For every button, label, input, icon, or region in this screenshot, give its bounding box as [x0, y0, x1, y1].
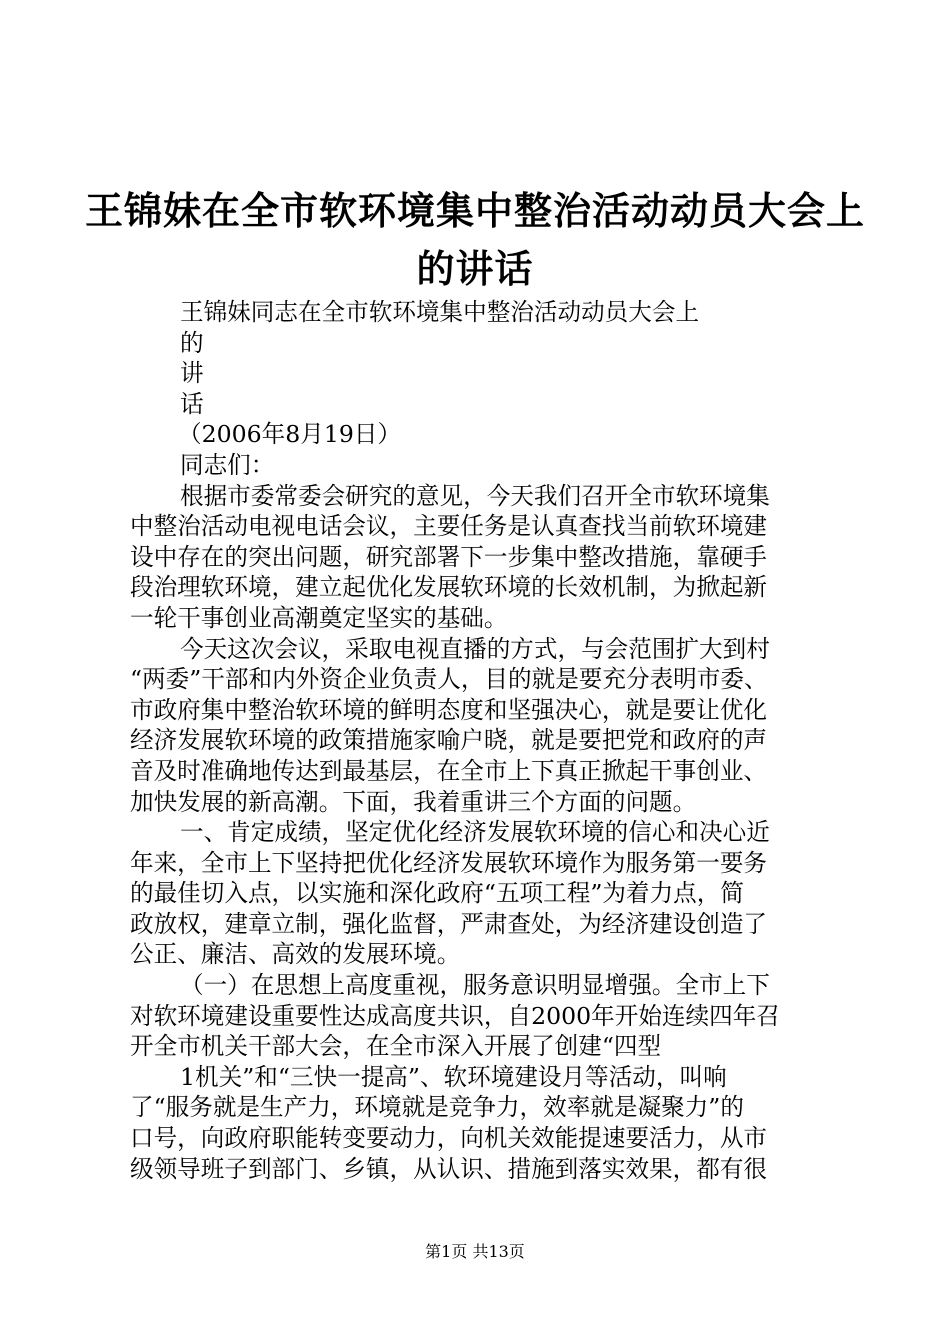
paragraph-line: 1机关”和“三快一提高”、软环境建设月等活动，叫响 [180, 1062, 727, 1091]
paragraph-line: 一、肯定成绩，坚定优化经济发展软环境的信心和决心近 [180, 818, 770, 847]
paragraph-line: 根据市委常委会研究的意见，今天我们召开全市软环境集 [180, 481, 770, 510]
subtitle-char: 话 [180, 389, 204, 418]
paragraph-line: “两委”干部和内外资企业负责人，目的就是要充分表明市委、 [130, 665, 768, 694]
paragraph-line: （一）在思想上高度重视，服务意识明显增强。全市上下 [180, 971, 770, 1000]
paragraph-line: 公正、廉洁、高效的发展环境。 [130, 940, 461, 969]
document-title-line-1: 王锦妹在全市软环境集中整治活动动员大会上 [84, 189, 865, 233]
paragraph-line: 加快发展的新高潮。下面，我着重讲三个方面的问题。 [130, 787, 697, 816]
salutation: 同志们： [180, 450, 275, 479]
paragraph-line: 中整治活动电视电话会议，主要任务是认真查找当前软环境建 [130, 512, 768, 541]
paragraph-line: 音及时准确地传达到最基层，在全市上下真正掀起干事创业、 [130, 756, 768, 785]
paragraph-line: 级领导班子到部门、乡镇，从认识、措施到落实效果，都有很 [130, 1154, 768, 1183]
paragraph-line: 一轮干事创业高潮奠定坚实的基础。 [130, 603, 508, 632]
paragraph-line: 段治理软环境，建立起优化发展软环境的长效机制，为掀起新 [130, 573, 768, 602]
paragraph-line: 对软环境建设重要性达成高度共识，自2000年开始连续四年召 [130, 1001, 780, 1030]
paragraph-line: 经济发展软环境的政策措施家喻户晓，就是要把党和政府的声 [130, 726, 768, 755]
paragraph-line: 的最佳切入点，以实施和深化政府“五项工程”为着力点，简 [130, 879, 744, 908]
paragraph-line: 政放权，建章立制，强化监督，严肃查处，为经济建设创造了 [130, 909, 768, 938]
paragraph-line: 设中存在的突出问题，研究部署下一步集中整改措施，靠硬手 [130, 542, 768, 571]
page-number: 第1页 共13页 [425, 1242, 525, 1261]
paragraph-line: 了“服务就是生产力，环境就是竞争力，效率就是凝聚力”的 [130, 1093, 744, 1122]
document-body [130, 297, 830, 1184]
subtitle-char: 的 [180, 328, 204, 357]
paragraph-line: 市政府集中整治软环境的鲜明态度和坚强决心，就是要让优化 [130, 695, 768, 724]
paragraph-line: 开全市机关干部大会，在全市深入开展了创建“四型 [130, 1032, 662, 1061]
subtitle-line: 王锦妹同志在全市软环境集中整治活动动员大会上 [180, 298, 700, 326]
subtitle-char: 讲 [180, 359, 204, 388]
speech-date: （2006年8月19日） [178, 420, 402, 449]
paragraph-line: 今天这次会议，采取电视直播的方式，与会范围扩大到村 [180, 634, 770, 663]
paragraph-line: 年来，全市上下坚持把优化经济发展软环境作为服务第一要务 [130, 848, 768, 877]
document-title-line-2: 的讲话 [416, 247, 534, 291]
paragraph-line: 口号，向政府职能转变要动力，向机关效能提速要活力，从市 [130, 1124, 768, 1153]
